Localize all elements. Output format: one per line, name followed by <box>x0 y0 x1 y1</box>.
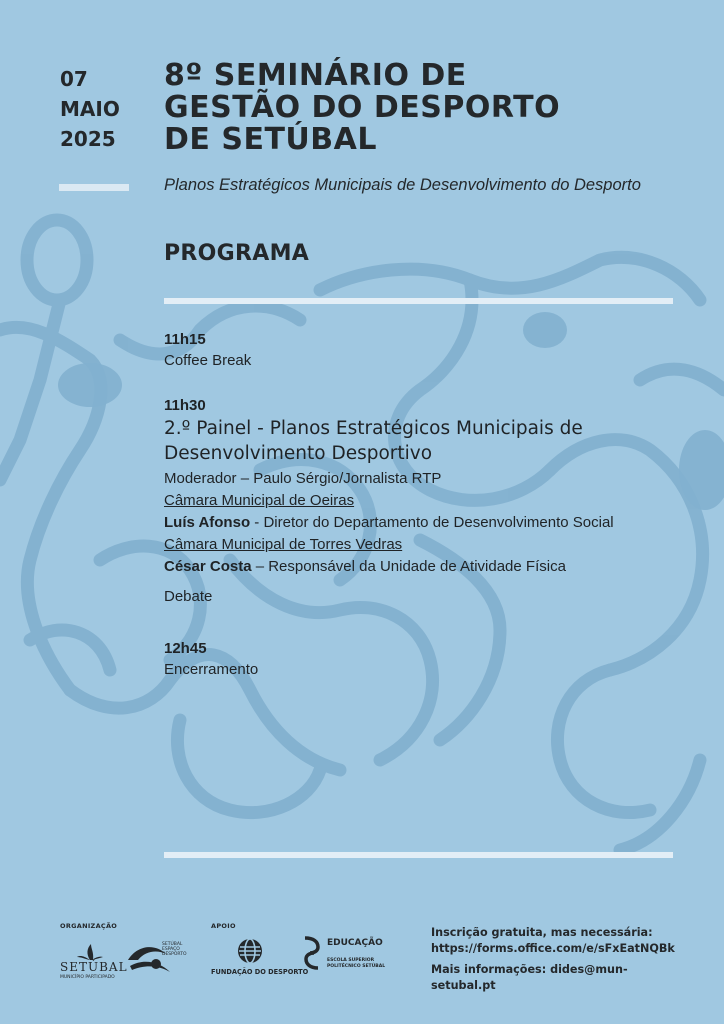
speaker-role: – Responsável da Unidade de Atividade Física <box>251 558 566 575</box>
title-line-3: DE SETÚBAL <box>164 122 377 157</box>
date-year: 2025 <box>60 127 116 151</box>
escola-s-icon <box>302 936 322 970</box>
organization-oeiras: Câmara Municipal de Oeiras <box>164 492 355 509</box>
setubal-desporto-text: SETÚBAL ESPAÇO DESPORTO <box>162 942 187 957</box>
globe-icon <box>237 938 263 964</box>
date-month: MAIO <box>60 97 120 121</box>
speaker-role: - Diretor do Departamento de Desenvolvimento Social <box>250 514 614 531</box>
educacao-text: EDUCAÇÃO <box>327 938 383 948</box>
program-item <box>164 331 684 369</box>
panel-title-line-2: Desenvolvimento Desportivo <box>164 443 433 464</box>
top-rule <box>164 298 673 304</box>
program-time: 11h30 <box>164 397 206 414</box>
registration-link[interactable]: https://forms.office.com/e/sFxEatNQBk <box>431 942 675 955</box>
contact-email[interactable]: Mais informações: dides@mun-setubal.pt <box>431 963 628 992</box>
fundacao-logo <box>211 938 309 980</box>
setubal-emblem-icon <box>60 940 120 962</box>
speaker-name: Luís Afonso <box>164 514 251 531</box>
debate: Debate <box>164 588 213 605</box>
title-line-1: 8º SEMINÁRIO DE <box>164 58 467 93</box>
setubal-tagline: MUNICÍPIO PARTICIPADO <box>60 975 115 980</box>
bottom-rule <box>164 852 673 858</box>
event-subtitle: Planos Estratégicos Municipais de Desenvolvimento do Desporto <box>164 176 641 194</box>
escola-line-1: ESCOLA SUPERIOR <box>327 958 375 963</box>
fundacao-text: FUNDAÇÃO DO DESPORTO <box>211 968 309 976</box>
panel-participants <box>164 468 684 608</box>
program-item <box>164 640 684 678</box>
date-divider <box>59 184 129 191</box>
event-date <box>60 64 120 154</box>
escola-superior-logo <box>302 936 392 976</box>
program-time: 11h15 <box>164 331 206 348</box>
organization-torres-vedras: Câmara Municipal de Torres Vedras <box>164 536 403 553</box>
section-heading: PROGRAMA <box>164 241 310 266</box>
program-item <box>164 397 684 608</box>
organizacao-label: ORGANIZAÇÃO <box>60 922 118 930</box>
apoio-label: APOIO <box>211 922 236 930</box>
setubal-logo-text: SETÚBAL <box>60 960 128 974</box>
event-title <box>164 60 684 156</box>
speaker-name: César Costa <box>164 558 252 575</box>
speaker-cesar-costa <box>164 556 684 578</box>
registration-info <box>431 925 691 994</box>
panel-title-line-1: 2.º Painel - Planos Estratégicos Municipais de <box>164 418 583 439</box>
program-text: Coffee Break <box>164 352 252 369</box>
setubal-logo <box>60 940 128 982</box>
program-time: 12h45 <box>164 640 207 657</box>
program-text: Encerramento <box>164 661 259 678</box>
moderator: Moderador – Paulo Sérgio/Jornalista RTP <box>164 470 442 487</box>
panel-title <box>164 416 684 466</box>
registration-note: Inscrição gratuita, mas necessária: <box>431 926 653 939</box>
title-line-2: GESTÃO DO DESPORTO <box>164 90 561 125</box>
setubal-desporto-logo <box>126 938 190 978</box>
escola-line-2: POLITÉCNICO SETÚBAL <box>327 964 386 969</box>
date-day: 07 <box>60 67 88 91</box>
speaker-luis-afonso <box>164 512 684 534</box>
